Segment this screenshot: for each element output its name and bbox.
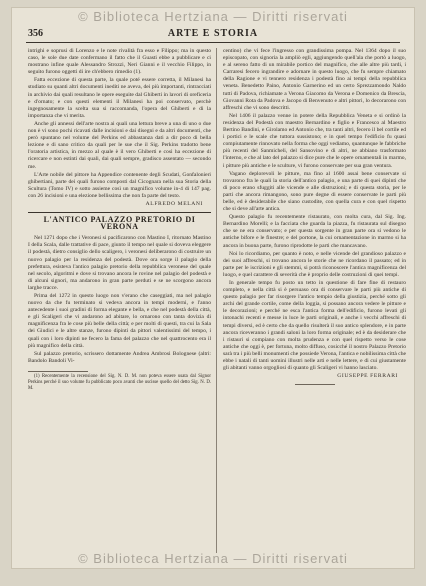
article-paragraph: Anche gli annessi dell'arte nostra ai quali una lettura breve a una di uno o due non è vi sono pochi ricavati dalle incisioni e dai disegni e da altri documenti, che però spuntano nel volume del Perkins ed abbastanza dati a dir poco di bella lezione e di sano critico da quali per le sue che il Sig. Perkins tradotto bene l'oratoria artistica, in mezzo al quale è il vero Ghiberti e così ha eccezione di ricercare e non estinti dai quali, dai quali sempre, gradisco assentato — secondo me. <box>28 120 211 170</box>
end-divider <box>295 384 335 385</box>
article-paragraph: Fatta eccezione di questa parte, la quale poté essere corretta, il Milanesi ha studiato su quanti altri documenti inediti ne aveva, dei più importanti, rintracciati in archivio dai quali resultano le opere eseguite dal Ghiberti in lavori di oreficeria e d'ornato; e con questi elementi il Milanesi ha poi conservato, perchè ingegnosamente la scelta sua si raccomanda, l'opera del Ghiberti e di la importanza che vi merita. <box>28 77 211 119</box>
article-paragraph: centino) che vi fece l'ingresso con grandissima pompa. Nel 1364 dopo il suo episcopato, con signoria la ampliò egli, aggiungendo quell'ala che portò a luogo, e al sereno fatto di un mirabile portico del magnifico, che alle altre più tardi, i Carraresi fecero ingrandire e adornare in questo luogo, che fu sempre chiamato della Ragione e vi tennero residenza i podestà fino ai tempi della repubblica veneta. Benedetto Paino, Antonio Garnerino ed un certo Sprezzamondo Naldo tutti di Padova, richiamate a Verona Giacomo da Verona e Domenico da Brescia, Giovanni Rota da Padova e Jacopo di Benvenuto e altri pittori, lo decorarono con affreschi che vi sono descritti. <box>223 48 406 111</box>
section-divider <box>28 212 211 213</box>
section-title: L'ANTICO PALAZZO PRETORIO DI VERONA <box>43 215 196 232</box>
article-paragraph: L'Arte nobile del pittore ha Appendice contenente degli Scudati, Gonfalonieri ghibertiani, parte dei quali furono composti dal Cicognara nella sua Storia della Scultura (Tomo IV) e sotto assieme così un magnifico volume in-4 di 147 pag. con 26 incisioni e una elezione bellissima che non fa parte del testo. <box>28 171 211 199</box>
column-rule <box>216 48 217 553</box>
author-signature: GIUSEPPE FERRARI <box>337 373 398 380</box>
article-paragraph: Nel 1271 dopo che i Veronesi si pacificarono con Mastino I, ritornato Mastino I della Scala, dalle trattative di pace, giunto il tempo nel quale si doveva eleggere il podestà, dietro consiglio dello scaligero, i veronesi deliberarono di costruire un nuovo palagio per la residenza del podestà. Dove ora sorge il palagio della prefettura, esisteva l'antico palagio pretorio della repubblica veronese del quale nel secolo, algoritmi e dove si trovano ancora le rovine nel palagio del podestà e di alcuni signori, ma andarono in gran parte perduti e se ne scorgono ancora larghe tracce. <box>28 235 211 291</box>
left-column <box>28 48 211 548</box>
document-page <box>12 8 414 568</box>
author-signature: ALFREDO MELANI <box>145 200 203 207</box>
page-header <box>26 26 400 43</box>
article-paragraph: Nel 1406 il palazzo venne in potere della Repubblica Veneta e si ordinò la residenza del Podestà con maestro Bernardino e figlio e Francesco al Maestro Bertino Bandini, e Girolamo ed Antonio che, tra tanti altri, fecero il bel cortile ed i portici e le scale che tuttora sussistono; e in quel tempo l'edificio fu quasi compiutamente rinnovato nella forma che oggi vediamo, quantunque le fabbriche più recenti del Sanmicheli, del Sansovino e di altri, ne abbiano trasformato l'interno, e che al lato del palazzo si dice pure che le opere ornamentali in marmo, i pitture più antiche e le sculture, vi furono conservate per sua gran ventura. <box>223 112 406 169</box>
article-paragraph: Vagano deplorevoli le pitture, ma fino al 1600 assai bene conservate si trovarono fra le quali la storia dell'antico palagio, e una parte di quei dipinti che di poco erano sfuggiti alle vicende e alle distruzioni; e di questa storia, per le parti che ancora rimangono, sono pure degne di essere conservate le parti più belle, ed è desiderabile che siano custodite, con quella cura e con quel rispetto che si deve all'arte antica. <box>223 170 406 213</box>
page-number: 356 <box>28 28 43 39</box>
right-column <box>223 48 406 548</box>
article-paragraph: Prima del 1272 in questo luogo non v'erano che caseggiati, ma nel palagio nuovo da che fu terminato si vedeva ancora in tempi moderni, e l'anno antecedente i suoi gradini di forma elegante e bella, e che nel podestà della città, e gli Scaligeri che vi andarono ad abitare, lo ornarono con tanta dovizia di magnificenza fra le cose più belle della città; e per molti di questi, tra cui la Sala dei Giudici e le altre stanze, furono dipinti da pittori valentissimi del tempo, i quali con i loro dipinti ne fecero la fama del palazzo che nel quattrocento era il più magnifico della città. <box>28 293 211 349</box>
article-paragraph: Questo palagio fu recentemente ristaurato, con molta cura, dal Sig. Ing. Bernardino Morelli; e la facciata che guarda la piazza, fu ristaurata sul disegno che se ne era conservato; e per questa sorgente in gran parte ora si vedono le antiche bifore e le finestre; e del portone, la cui ornamentazione in marmo si ha ancora in buona parte, furono riprodotte le parti che mancavano. <box>223 214 406 249</box>
article-paragraph: intrighi e soprusi di Lorenzo e le note rivalità fra esso e Filippo; ma in questo caso, le sole due date confermano il fatto che il Guasti ebbe a pubblicare e ci mostrano infine quale Alessandro Strozzi, Neri Gianni e il vecchio Filippo, in seguito furono oggetti di ire ch'ebbero rimedio (1). <box>28 48 211 76</box>
footnote-divider <box>28 371 88 372</box>
running-title: ARTE E STORIA <box>167 28 259 39</box>
footnote: (1) Recentemente la recensione del Sig. N. D. M. non poteva essere usata dal Signor Perkins perché il suo volume fu pubblicato poco avanti che uscisse quello del detto Sig. N. D. M. <box>28 373 211 391</box>
watermark-bottom: © Biblioteca Hertziana — Diritti riservati <box>78 551 348 566</box>
article-paragraph: In generale tempo fu posto un tetto in questione di fare fine di restauro completo, e nella città si è persuaso ora di conservare le parti più antiche di questo palagio per far risorgere l'antico tempio della giustizia, perché sotto gli archi del grande cortile, come della loggia, si possano ancora vedere le pitture e le decorazioni; e perché ne esca l'antica forma dell'edificio, furono levati gli intonachi recenti e messe in luce le parti originali, e anche i vecchi affreschi di tempi diversi, ed è certo che da quello risulterà il suo antico splendore, e in parte ancora riceveranno i grandi saloni la loro forma originale; ed è da desiderare che i ristauri si compiano con molta prudenza e con quel rispetto verso le cose antiche che oggi è, per fortuna, molto diffuso, cosicché il nostro Palazzo Pretorio sarà tra i più belli monumenti che possiede Verona, l'antica e nobilissima città che ebbe i natali di tanti uomini illustri nelle arti e nelle lettere, e di cui giustamente gli abitanti vanno orgogliosi di quanto gli Scaligeri vi hanno lasciato. <box>223 280 406 372</box>
article-paragraph: Noi lo ricordiamo, per quanto è noto, e nelle vicende del grandioso palazzo e dei suoi affreschi, si trovano ancora le storie che ne ricordano il passato; ed in parte per le iscrizioni e gli stemmi, si potrà riconoscere l'antica magnificenza del luogo, e quel carattere di severità che è proprio delle costruzioni di quei tempi. <box>223 250 406 278</box>
article-paragraph: Sul palazzo pretorio, scrissero dottamente Andrea Ambrosi Bolognese (altri: Bandolo Bandoli Vi- <box>28 350 211 364</box>
watermark-top: © Biblioteca Hertziana — Diritti riservati <box>78 9 348 24</box>
